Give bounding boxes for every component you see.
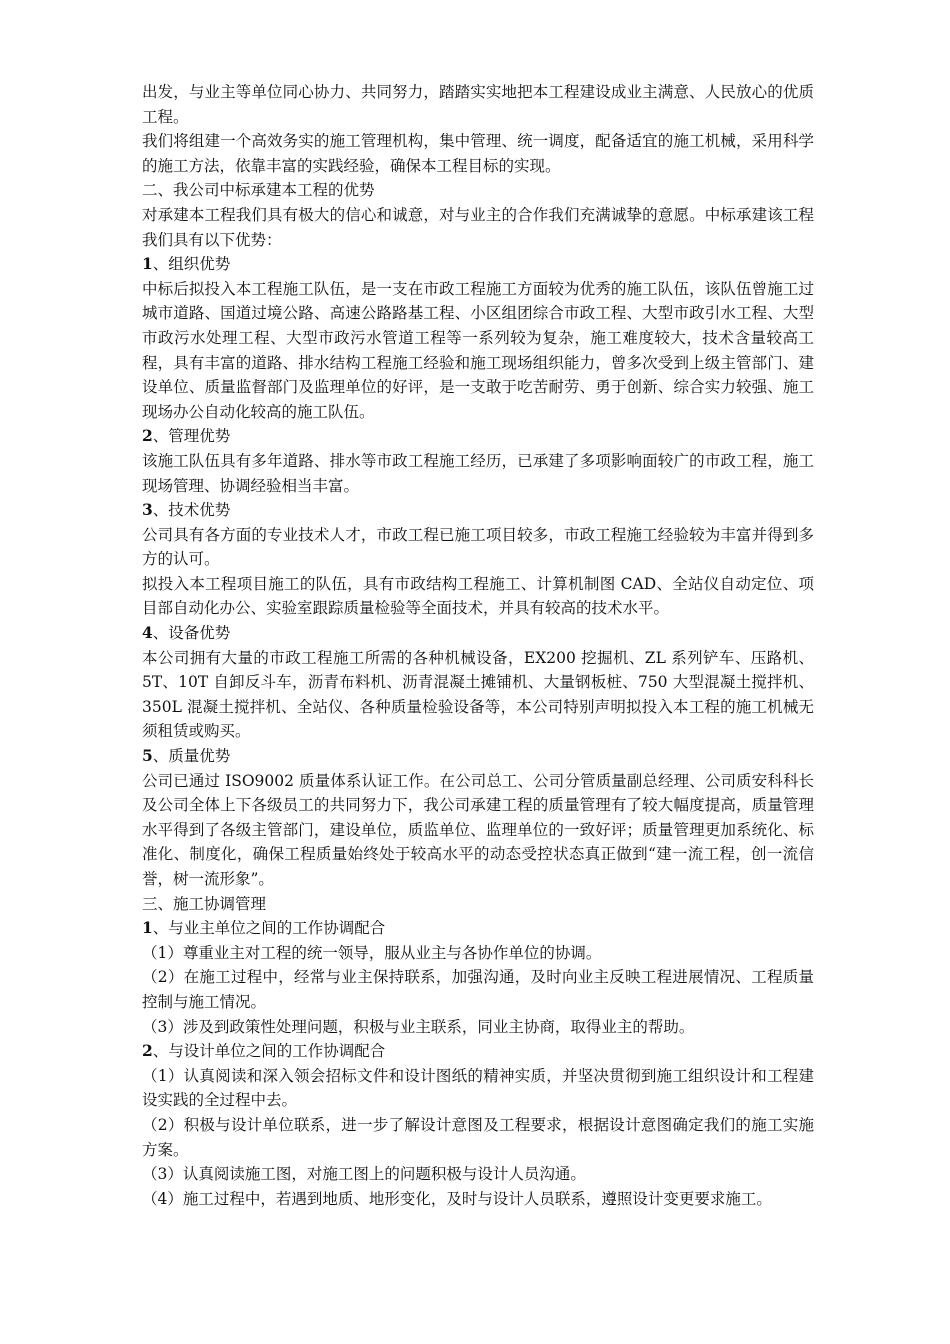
section-heading: 三、施工协调管理 bbox=[142, 894, 267, 913]
subsection-number: 4 bbox=[142, 623, 153, 643]
subsection-title: 、管理优势 bbox=[152, 427, 231, 446]
body-paragraph: 中标后拟投入本工程施工队伍，是一支在市政工程施工方面较为优秀的施工队伍，该队伍曾施工过城市道路、国道过境公路、高速公路路基工程、小区组团综合市政工程、大型市政引水工程、大型市政污水处理工程、大型市政污水管道工程等一系列较为复杂，施工难度较大，技术含量较高工程，具有丰富的道路、排水结构工程施工经验和施工现场组织能力，曾多次受到上级主管部门、建设单位、质量监督部门及监理单位的好评，是一支敢于吃苦耐劳、勇于创新、综合实力较强、施工现场办公自动化较高的施工队伍。 bbox=[142, 279, 814, 421]
list-item: （2）积极与设计单位联系，进一步了解设计意图及工程要求，根据设计意图确定我们的施工实施方案。 bbox=[142, 1115, 814, 1159]
body-paragraph: 对承建本工程我们具有极大的信心和诚意，对与业主的合作我们充满诚挚的意愿。中标承建该工程我们具有以下优势： bbox=[142, 205, 814, 249]
subsection-heading bbox=[142, 424, 814, 449]
body-paragraph: 出发，与业主等单位同心协力、共同努力，踏踏实实地把本工程建设成业主满意、人民放心的优质工程。 bbox=[142, 83, 814, 126]
subsection-number: 5 bbox=[142, 746, 153, 766]
body-paragraph: 本公司拥有大量的市政工程施工所需的各种机械设备，EX200 挖掘机、ZL 系列铲车、压路机、5T、10T 自卸反斗车，沥青布料机、沥青混凝土摊铺机、大量钢板桩、750 大型混凝土搅拌机、350L 混凝土搅拌机、全站仪、各种质量检验设备等，本公司特别声明拟投入本工程的施工机械无须租赁或购买。 bbox=[142, 648, 814, 741]
body-paragraph: 该施工队伍具有多年道路、排水等市政工程施工经历，已承建了多项影响面较广的市政工程，施工现场管理、协调经验相当丰富。 bbox=[142, 451, 814, 495]
body-paragraph: 公司已通过 ISO9002 质量体系认证工作。在公司总工、公司分管质量副总经理、公司质安科科长及公司全体上下各级员工的共同努力下，我公司承建工程的质量管理有了较大幅度提高，质量管理水平得到了各级主管部门，建设单位，质监单位、监理单位的一致好评；质量管理更加系统化、标准化、制度化，确保工程质量始终处于较高水平的动态受控状态真正做到“建一流工程，创一流信誉，树一流形象”。 bbox=[142, 771, 814, 888]
subsection-heading bbox=[142, 621, 814, 646]
subsection-heading bbox=[142, 498, 814, 523]
body-paragraph: 我们将组建一个高效务实的施工管理机构，集中管理、统一调度，配备适宜的施工机械，采用科学的施工方法，依靠丰富的实践经验，确保本工程目标的实现。 bbox=[142, 132, 814, 175]
subsection-number: 1 bbox=[142, 918, 153, 938]
body-paragraph: 公司具有各方面的专业技术人才，市政工程已施工项目较多，市政工程施工经验较为丰富并得到多方的认可。 bbox=[142, 525, 814, 569]
list-item: （1）尊重业主对工程的统一领导，服从业主与各协作单位的协调。 bbox=[142, 943, 602, 962]
subsection-heading bbox=[142, 252, 814, 277]
subsection-number: 2 bbox=[142, 1041, 153, 1061]
subsection-title: 、设备优势 bbox=[152, 624, 231, 643]
list-item: （3）涉及到政策性处理问题，积极与业主联系，同业主协商，取得业主的帮助。 bbox=[142, 1017, 695, 1036]
subsection-heading bbox=[142, 1039, 814, 1064]
subsection-number: 1 bbox=[142, 254, 153, 274]
subsection-title: 、与设计单位之间的工作协调配合 bbox=[152, 1042, 386, 1061]
list-item: （2）在施工过程中，经常与业主保持联系，加强沟通，及时向业主反映工程进展情况、工程质量控制与施工情况。 bbox=[142, 968, 814, 1011]
section-heading: 二、我公司中标承建本工程的优势 bbox=[142, 181, 375, 200]
document-page bbox=[142, 80, 814, 1211]
subsection-number: 3 bbox=[142, 500, 153, 520]
list-item: （3）认真阅读施工图，对施工图上的问题积极与设计人员沟通。 bbox=[142, 1165, 586, 1184]
subsection-number: 2 bbox=[142, 426, 153, 446]
list-item: （4）施工过程中，若遇到地质、地形变化，及时与设计人员联系，遵照设计变更要求施工。 bbox=[142, 1189, 772, 1208]
subsection-title: 、质量优势 bbox=[152, 747, 231, 766]
subsection-title: 、与业主单位之间的工作协调配合 bbox=[152, 919, 386, 938]
subsection-heading bbox=[142, 916, 814, 941]
subsection-title: 、组织优势 bbox=[152, 255, 231, 274]
subsection-heading bbox=[142, 744, 814, 769]
list-item: （1）认真阅读和深入领会招标文件和设计图纸的精神实质，并坚决贯彻到施工组织设计和工程建设实践的全过程中去。 bbox=[142, 1066, 814, 1110]
body-paragraph: 拟投入本工程项目施工的队伍，具有市政结构工程施工、计算机制图 CAD、全站仪自动定位、项目部自动化办公、实验室跟踪质量检验等全面技术，并具有较高的技术水平。 bbox=[142, 574, 814, 618]
subsection-title: 、技术优势 bbox=[152, 501, 231, 520]
